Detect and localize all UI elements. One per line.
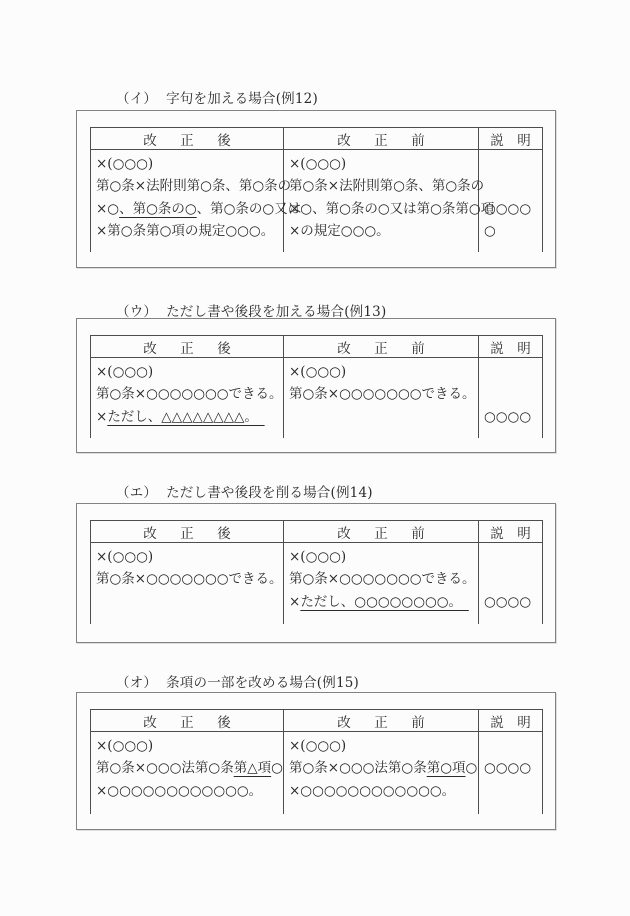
column-header-note [479,128,542,149]
column-header-note-label: 説 明 [490,714,531,731]
text-line [289,153,476,175]
column-header-after-label: 改 正 後 [143,714,236,731]
text-line [289,198,495,220]
column-header-note-label: 説 明 [490,340,531,357]
column-header-before [284,128,479,149]
example-outer-box [76,318,556,453]
text-segment: ×(○○○) [289,364,347,380]
column-header-after [91,128,284,149]
section-title-text: ただし書や後段を削る場合(例14) [166,485,373,501]
note-text: ○○○○○ [484,201,532,240]
underlined-segment: ただし、△△△△△△△△。 [107,408,265,425]
text-line [96,175,292,197]
column-header-after-label: 改 正 後 [143,525,236,542]
text-segment: 第○条×○○○法第○条 [96,760,234,777]
note-text: ○○○○ [484,760,532,776]
text-line [96,757,281,779]
text-line [289,780,476,802]
column-header-before-label: 改 正 前 [337,714,430,731]
section-title-text: 字句を加える場合(例12) [166,91,318,107]
before-column [284,732,479,814]
text-segment: ×○○○○○○○○○○○○。 [289,782,456,799]
underlined-segment: 第△項 [233,760,272,777]
section-title-text: ただし書や後段を加える場合(例13) [166,304,387,320]
text-line [96,198,302,220]
after-column [91,543,284,624]
column-header-note [479,521,542,542]
text-line [96,220,281,242]
note-text: ○○○○ [484,594,532,610]
text-segment: ×第○条第○項の規定○○○。 [96,223,275,240]
text-line [289,735,476,757]
comparison-table [90,127,543,252]
table-header-row [91,128,542,150]
text-segment: × [96,408,108,425]
section-label: （ウ） [116,304,158,320]
section-title-text: 条項の一部を改める場合(例15) [166,675,360,691]
text-line [96,406,281,428]
column-header-after [91,336,284,357]
column-header-before-label: 改 正 前 [337,132,430,149]
text-line [289,591,476,613]
text-line [289,757,476,779]
section-title [116,481,373,501]
example-outer-box [76,110,556,268]
table-body-row [91,732,542,814]
note-column [479,732,542,814]
text-line [289,546,476,568]
comparison-table [90,709,543,814]
table-header-row [91,336,542,358]
table-body-row [91,150,542,252]
text-line [289,220,476,242]
text-segment: 第○条×○○○○○○○できる。 [289,571,476,588]
column-header-note [479,710,542,731]
underlined-segment: 第○項 [426,760,466,777]
example-outer-box [76,692,556,830]
text-line [96,361,281,383]
table-body-row [91,358,542,438]
text-segment: ×(○○○) [96,738,154,754]
after-column [91,358,284,438]
text-line [96,568,281,590]
section-label: （イ） [116,91,158,107]
section-title [116,671,359,691]
column-header-before [284,336,479,357]
text-line [289,361,476,383]
after-column [91,150,302,252]
after-column [91,732,284,814]
column-header-after-label: 改 正 後 [143,340,236,357]
before-column [284,358,479,438]
column-header-before [284,710,479,731]
text-segment: ×(○○○) [289,738,347,754]
section-title [116,300,386,320]
note-column [479,543,542,624]
note-column [479,358,542,438]
column-header-note [479,336,542,357]
text-line [289,568,476,590]
text-line [96,735,281,757]
text-line [96,153,281,175]
text-line [289,175,485,197]
text-segment: ×○ [96,200,120,217]
table-body-row [91,543,542,624]
text-segment: 第○条×○○○法第○条 [289,760,427,777]
text-segment: 第○条×○○○○○○○できる。 [96,386,283,403]
table-header-row [91,521,542,543]
column-header-before [284,521,479,542]
text-segment: × [289,593,301,610]
text-segment: ×(○○○) [96,156,154,172]
before-column [284,150,495,252]
underlined-segment: ただし、○○○○○○○○。 [300,593,469,610]
text-segment: 第○条×○○○○○○○できる。 [289,386,476,403]
text-line [96,546,281,568]
note-text: ○○○○ [484,409,532,425]
note-column [479,150,542,252]
text-segment: 、第○条の○又は [196,200,302,217]
text-segment: ×(○○○) [96,549,154,565]
text-segment: ○ [271,760,283,777]
comparison-table [90,520,543,624]
section-label: （エ） [116,485,158,501]
column-header-after [91,521,284,542]
text-segment: ×の規定○○○。 [289,223,390,240]
table-header-row [91,710,542,732]
section-label: （オ） [116,675,158,691]
text-line [289,383,476,405]
text-segment: 第○条×法附則第○条、第○条の [96,178,292,195]
column-header-after [91,710,284,731]
section-title [116,87,318,107]
text-segment: ×(○○○) [289,156,347,172]
column-header-note-label: 説 明 [490,132,531,149]
column-header-note-label: 説 明 [490,525,531,542]
column-header-before-label: 改 正 前 [337,525,430,542]
column-header-after-label: 改 正 後 [143,132,236,149]
text-segment: ×○○○○○○○○○○○○。 [96,782,263,799]
text-segment: 第○条×法附則第○条、第○条の [289,178,485,195]
text-segment: ○ [465,760,478,777]
text-line [96,780,281,802]
text-segment: ×○、第○条の○又は第○条第○項 [289,200,495,217]
text-segment: 第○条×○○○○○○○できる。 [96,571,283,588]
text-segment: ×(○○○) [289,549,347,565]
underlined-segment: 、第○条の○ [119,200,197,217]
before-column [284,543,479,624]
column-header-before-label: 改 正 前 [337,340,430,357]
text-segment: ×(○○○) [96,364,154,380]
example-outer-box [76,503,556,643]
comparison-table [90,335,543,438]
text-line [96,383,281,405]
